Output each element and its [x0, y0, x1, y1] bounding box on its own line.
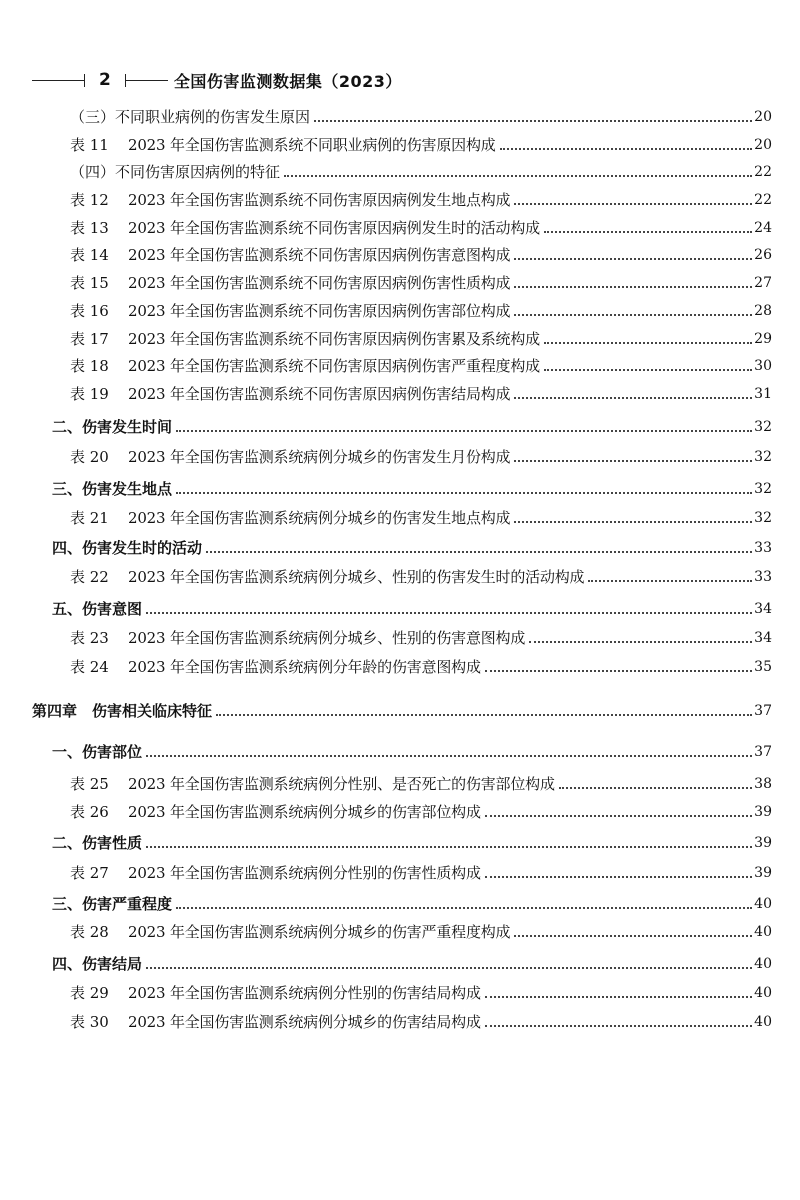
toc-entry-label: 表 29 [70, 984, 109, 1002]
dot-leader [544, 342, 752, 344]
toc-entry-title: 2023 年全国伤害监测系统病例分城乡的伤害发生月份构成 [128, 448, 511, 466]
toc-page-number: 40 [754, 985, 772, 1001]
toc-page-number: 22 [754, 164, 772, 180]
toc-table-entry[interactable] [70, 300, 772, 322]
toc-entry-label: 表 21 [70, 509, 109, 527]
dot-leader [514, 935, 752, 937]
toc-entry-label: 表 26 [70, 803, 109, 821]
toc-entry-title: 2023 年全国伤害监测系统病例分年龄的伤害意图构成 [128, 658, 481, 676]
toc-entry-label: 表 28 [70, 923, 109, 941]
toc-page-number: 33 [754, 540, 772, 556]
toc-section-entry[interactable] [52, 416, 772, 438]
toc-entry-title: 第四章 伤害相关临床特征 [32, 702, 213, 720]
toc-entry-title: 2023 年全国伤害监测系统不同伤害原因病例发生时的活动构成 [128, 219, 540, 237]
toc-entry-label: 表 15 [70, 274, 109, 292]
toc-entry-title: 2023 年全国伤害监测系统病例分城乡的伤害结局构成 [128, 1013, 481, 1031]
toc-entry-title: 一、伤害部位 [52, 743, 143, 761]
toc-table-entry[interactable] [70, 773, 772, 795]
toc-table-entry[interactable] [70, 862, 772, 884]
dot-leader [206, 551, 752, 553]
toc-entry-title: 2023 年全国伤害监测系统病例分城乡的伤害发生地点构成 [128, 509, 511, 527]
toc-entry-label: 表 27 [70, 864, 109, 882]
dot-leader [500, 148, 753, 150]
toc-section-entry[interactable] [52, 832, 772, 854]
toc-entry-label: 表 25 [70, 775, 109, 793]
dot-leader [146, 612, 752, 614]
toc-page-number: 39 [754, 835, 772, 851]
toc-page-number: 35 [754, 659, 772, 675]
toc-page-number: 20 [754, 137, 772, 153]
toc-page-number: 31 [754, 386, 772, 402]
dot-leader [176, 907, 752, 909]
dot-leader [514, 460, 752, 462]
toc-entry-label: 表 24 [70, 658, 109, 676]
toc-section-entry[interactable] [52, 893, 772, 915]
toc-table-entry[interactable] [70, 801, 772, 823]
toc-entry-title: 三、伤害发生地点 [52, 480, 173, 498]
toc-section-entry[interactable] [52, 478, 772, 500]
toc-entry-title: 2023 年全国伤害监测系统病例分城乡的伤害严重程度构成 [128, 923, 511, 941]
toc-entry-title: 2023 年全国伤害监测系统病例分性别的伤害结局构成 [128, 984, 481, 1002]
toc-page-number: 33 [754, 569, 772, 585]
header-book-title: 全国伤害监测数据集（2023） [173, 71, 402, 91]
toc-page-number: 26 [754, 247, 772, 263]
toc-entry-title: 2023 年全国伤害监测系统不同伤害原因病例伤害累及系统构成 [128, 330, 540, 348]
toc-entry-title: 2023 年全国伤害监测系统病例分性别的伤害性质构成 [128, 864, 481, 882]
toc-entry-label: 表 23 [70, 629, 109, 647]
dot-leader [485, 1025, 752, 1027]
toc-table-entry[interactable] [70, 566, 772, 588]
toc-entry-title: 四、伤害结局 [52, 955, 143, 973]
toc-table-entry[interactable] [70, 1011, 772, 1033]
toc-table-entry[interactable] [70, 244, 772, 266]
dot-leader [485, 996, 752, 998]
toc-table-entry[interactable] [70, 627, 772, 649]
dot-leader [588, 580, 752, 582]
toc-section-entry[interactable] [52, 537, 772, 559]
toc-entry-label: 表 12 [70, 191, 109, 209]
toc-page-number: 37 [754, 744, 772, 760]
dot-leader [514, 258, 752, 260]
dot-leader [514, 521, 752, 523]
toc-page-number: 28 [754, 303, 772, 319]
toc-entry-title: 四、伤害发生时的活动 [52, 539, 203, 557]
toc-page-number: 22 [754, 192, 772, 208]
dot-leader [146, 755, 752, 757]
dot-leader [314, 120, 752, 122]
dot-leader [559, 787, 752, 789]
toc-entry-label: 表 19 [70, 385, 109, 403]
header-rule-right [126, 80, 168, 81]
toc-page-number: 38 [754, 776, 772, 792]
toc-table-entry[interactable] [70, 355, 772, 377]
toc-entry-label: 表 14 [70, 246, 109, 264]
toc-page-number: 32 [754, 419, 772, 435]
toc-entry-title: 二、伤害性质 [52, 834, 143, 852]
dot-leader [529, 641, 752, 643]
toc-entry-title: 2023 年全国伤害监测系统病例分城乡、性别的伤害发生时的活动构成 [128, 568, 585, 586]
toc-entry-title: （四）不同伤害原因病例的特征 [70, 163, 281, 181]
toc-page-number: 39 [754, 865, 772, 881]
dot-leader [544, 369, 752, 371]
toc-entry-title: 2023 年全国伤害监测系统病例分城乡的伤害部位构成 [128, 803, 481, 821]
toc-page-number: 27 [754, 275, 772, 291]
toc-entry-label: 表 22 [70, 568, 109, 586]
toc-entry-title: （三）不同职业病例的伤害发生原因 [70, 108, 311, 126]
toc-table-entry[interactable] [70, 982, 772, 1004]
dot-leader [485, 815, 752, 817]
toc-page-number: 37 [754, 703, 772, 719]
toc-page-number: 40 [754, 896, 772, 912]
dot-leader [485, 876, 752, 878]
toc-table-entry[interactable] [70, 921, 772, 943]
dot-leader [514, 314, 752, 316]
dot-leader [544, 231, 752, 233]
toc-page-number: 32 [754, 449, 772, 465]
toc-subsection-entry[interactable] [70, 106, 772, 128]
dot-leader [146, 846, 752, 848]
toc-page-number: 32 [754, 510, 772, 526]
toc-section-entry[interactable] [52, 741, 772, 763]
dot-leader [284, 175, 752, 177]
toc-entry-title: 三、伤害严重程度 [52, 895, 173, 913]
dot-leader [514, 397, 752, 399]
toc-page-number: 40 [754, 1014, 772, 1030]
toc-entry-label: 表 20 [70, 448, 109, 466]
toc-subsection-entry[interactable] [70, 161, 772, 183]
toc-table-entry[interactable] [70, 507, 772, 529]
toc-entry-title: 五、伤害意图 [52, 600, 143, 618]
toc-entry-label: 表 16 [70, 302, 109, 320]
header-page-number: 2 [99, 70, 111, 90]
toc-entry-title: 2023 年全国伤害监测系统不同伤害原因病例伤害意图构成 [128, 246, 511, 264]
toc-entry-label: 表 17 [70, 330, 109, 348]
toc-page-number: 40 [754, 924, 772, 940]
toc-entry-title: 2023 年全国伤害监测系统不同伤害原因病例伤害性质构成 [128, 274, 511, 292]
toc-page-number: 40 [754, 956, 772, 972]
toc-section-entry[interactable] [52, 598, 772, 620]
dot-leader [176, 492, 752, 494]
toc-table-entry[interactable] [70, 656, 772, 678]
header-rule-left [32, 80, 84, 81]
toc-table-entry[interactable] [70, 134, 772, 156]
toc-table-entry[interactable] [70, 328, 772, 350]
dot-leader [146, 967, 752, 969]
dot-leader [216, 714, 752, 716]
toc-page-number: 24 [754, 220, 772, 236]
toc-entry-title: 2023 年全国伤害监测系统不同伤害原因病例发生地点构成 [128, 191, 511, 209]
toc-table-entry[interactable] [70, 272, 772, 294]
dot-leader [485, 670, 752, 672]
dot-leader [514, 286, 752, 288]
toc-page-number: 30 [754, 358, 772, 374]
toc-chapter-entry[interactable] [32, 700, 772, 722]
dot-leader [176, 430, 752, 432]
toc-table-entry[interactable] [70, 383, 772, 405]
toc-page-number: 34 [754, 630, 772, 646]
toc-entry-label: 表 30 [70, 1013, 109, 1031]
toc-entry-label: 表 13 [70, 219, 109, 237]
toc-entry-title: 二、伤害发生时间 [52, 418, 173, 436]
toc-page-number: 29 [754, 331, 772, 347]
toc-page-number: 34 [754, 601, 772, 617]
toc-table-entry[interactable] [70, 446, 772, 468]
toc-table-entry[interactable] [70, 189, 772, 211]
toc-page-number: 20 [754, 109, 772, 125]
toc-entry-label: 表 18 [70, 357, 109, 375]
toc-entry-title: 2023 年全国伤害监测系统不同伤害原因病例伤害结局构成 [128, 385, 511, 403]
toc-section-entry[interactable] [52, 953, 772, 975]
toc-entry-label: 表 11 [70, 136, 109, 154]
toc-entry-title: 2023 年全国伤害监测系统不同伤害原因病例伤害部位构成 [128, 302, 511, 320]
toc-table-entry[interactable] [70, 217, 772, 239]
toc-entry-title: 2023 年全国伤害监测系统不同伤害原因病例伤害严重程度构成 [128, 357, 540, 375]
toc-entry-title: 2023 年全国伤害监测系统病例分性别、是否死亡的伤害部位构成 [128, 775, 555, 793]
dot-leader [514, 203, 752, 205]
toc-page-number: 32 [754, 481, 772, 497]
toc-page-number: 39 [754, 804, 772, 820]
toc-entry-title: 2023 年全国伤害监测系统病例分城乡、性别的伤害意图构成 [128, 629, 526, 647]
toc-entry-title: 2023 年全国伤害监测系统不同职业病例的伤害原因构成 [128, 136, 496, 154]
running-header [32, 68, 402, 92]
